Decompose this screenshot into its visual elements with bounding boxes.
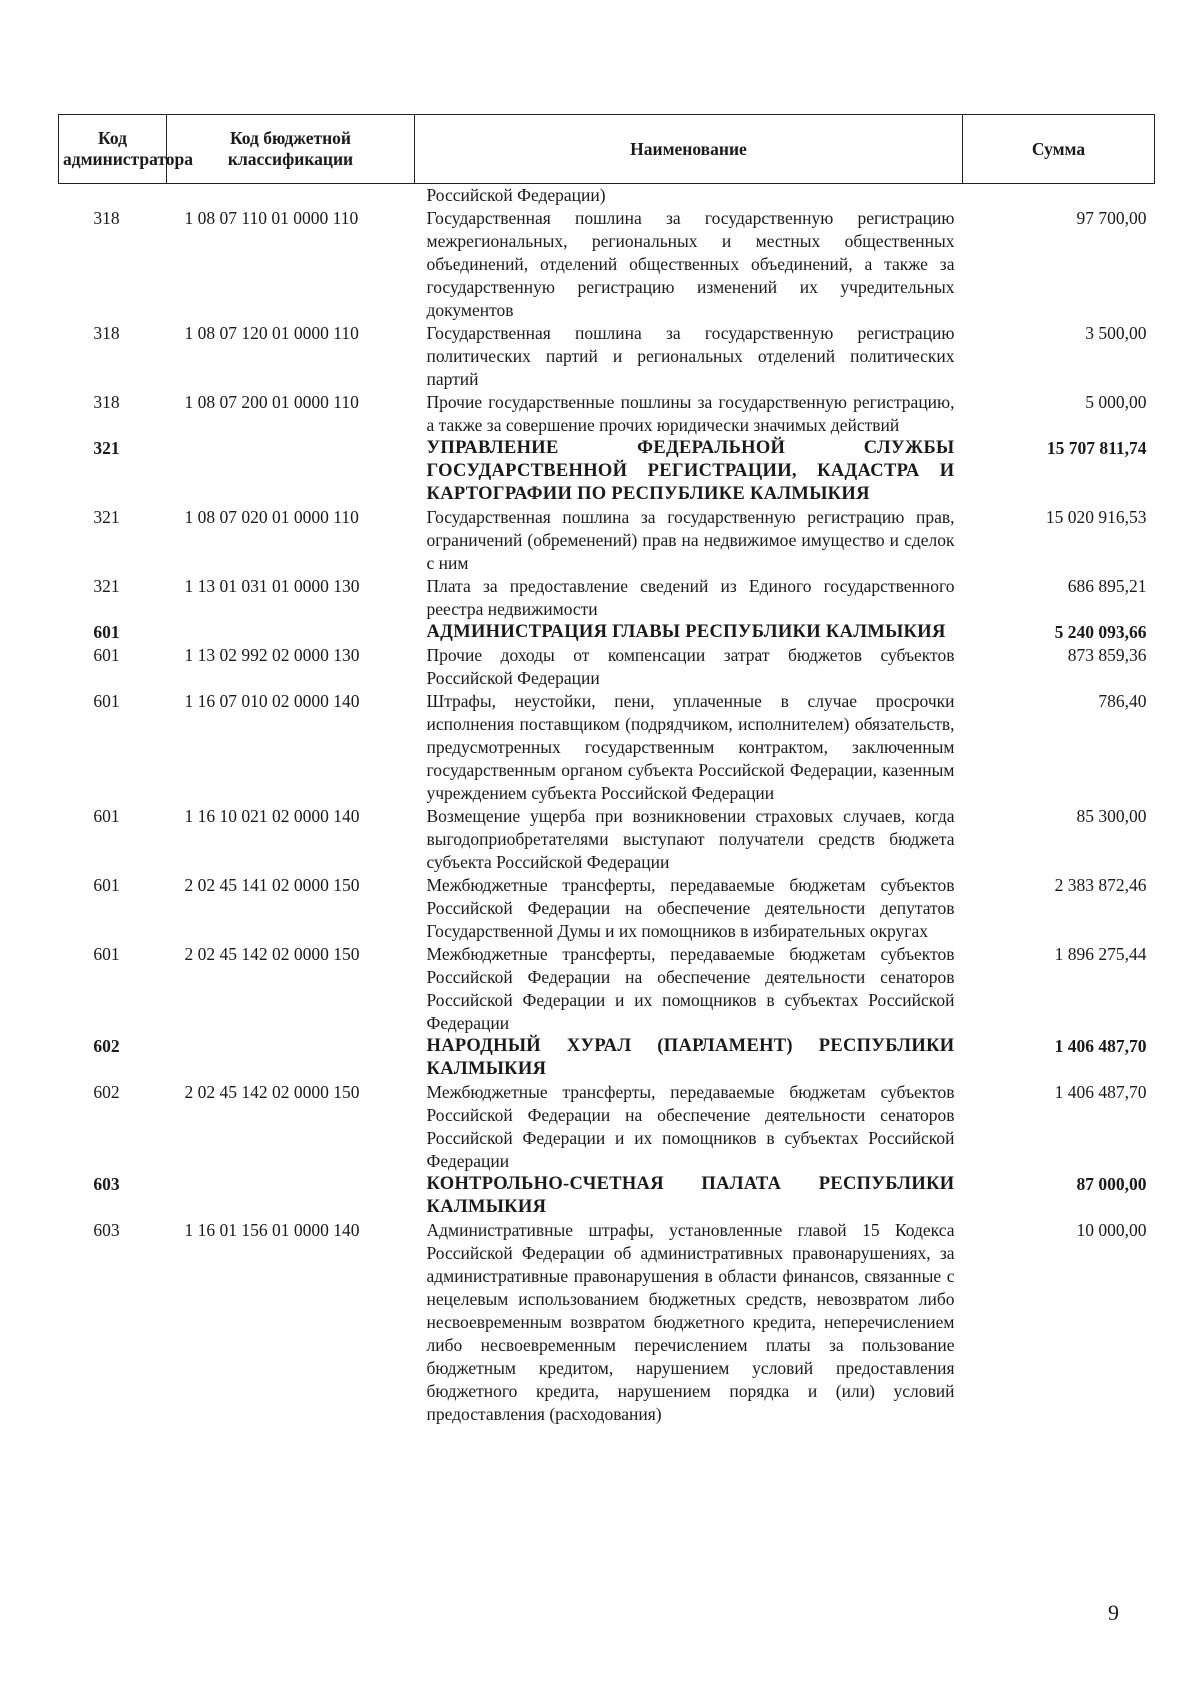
cell-admin-code: 601 — [93, 944, 120, 964]
cell-budget-code: 1 13 02 992 02 0000 130 — [184, 645, 360, 665]
group-row — [59, 1035, 1155, 1081]
cell-sum: 1 896 275,44 — [1054, 944, 1147, 964]
cell-admin-code: 601 — [93, 645, 120, 665]
cell-admin-code: 318 — [93, 208, 120, 228]
cell-sum: 1 406 487,70 — [1054, 1082, 1147, 1102]
cell-sum: 686 895,21 — [1067, 576, 1147, 596]
cell-name: Межбюджетные трансферты, передаваемые бюджетам субъектов Российской Федерации на обеспечение деятельности депутатов Государственной Думы и их помощников в избирательных округах — [426, 875, 955, 941]
cell-sum: 15 020 916,53 — [1045, 507, 1147, 527]
cell-budget-code: 2 02 45 142 02 0000 150 — [184, 1082, 360, 1102]
cell-budget-code: 1 08 07 200 01 0000 110 — [184, 392, 359, 412]
cell-admin-code: 601 — [93, 622, 120, 642]
cell-budget-code: 1 08 07 020 01 0000 110 — [184, 507, 359, 527]
cell-name: АДМИНИСТРАЦИЯ ГЛАВЫ РЕСПУБЛИКИ КАЛМЫКИЯ — [426, 622, 946, 642]
table-row — [59, 644, 1155, 690]
table-header — [59, 115, 1155, 184]
cell-admin-code: 321 — [93, 438, 120, 458]
cell-name: Возмещение ущерба при возникновении страховых случаев, когда выгодоприобретателями выступают получатели средств бюджета субъекта Российской Федерации — [426, 806, 955, 872]
table-row — [59, 874, 1155, 943]
cell-budget-code: 2 02 45 142 02 0000 150 — [184, 944, 360, 964]
cell-budget-code: 1 16 10 021 02 0000 140 — [184, 806, 360, 826]
cell-budget-code — [167, 437, 415, 506]
cell-name: КОНТРОЛЬНО-СЧЕТНАЯ ПАЛАТА РЕСПУБЛИКИ КАЛМЫКИЯ — [426, 1174, 955, 1217]
cell-sum: 5 240 093,66 — [1054, 622, 1147, 642]
cell-admin-code: 601 — [93, 806, 120, 826]
cell-sum: 2 383 872,46 — [1054, 875, 1147, 895]
cell-admin-code: 321 — [93, 576, 120, 596]
cell-name: Административные штрафы, установленные главой 15 Кодекса Российской Федерации об административных правонарушениях, за административные правонарушения в области финансов, связанные с нецелевым использованием бюджетных средств, невозвратом либо несвоевременным возвратом бюджетного кредита, неперечислением либо несвоевременным перечислением платы за пользование бюджетным кредитом, нарушением условий предоставления бюджетного кредита, нарушением порядка и (или) условий предоставления (расходования) — [426, 1220, 955, 1424]
cell-budget-code: 1 08 07 120 01 0000 110 — [184, 323, 359, 343]
cell-name: Межбюджетные трансферты, передаваемые бюджетам субъектов Российской Федерации на обеспечение деятельности сенаторов Российской Федерации и их помощников в субъектах Российской Федерации — [426, 1082, 955, 1171]
document-page — [58, 114, 1154, 1426]
cell-name: Межбюджетные трансферты, передаваемые бюджетам субъектов Российской Федерации на обеспечение деятельности сенаторов Российской Федерации и их помощников в субъектах Российской Федерации — [426, 944, 955, 1033]
cell-name: Государственная пошлина за государственную регистрацию прав, ограничений (обременений) прав на недвижимое имущество и сделок с ним — [426, 507, 955, 573]
group-row — [59, 1173, 1155, 1219]
table-row — [59, 1219, 1155, 1426]
cell-budget-code — [167, 184, 415, 208]
cell-name: Государственная пошлина за государственную регистрацию межрегиональных, региональных и местных общественных объединений, отделений общественных объединений, а также за государственную регистрацию изменений их учредительных документов — [426, 208, 955, 320]
header-sum: Сумма — [963, 115, 1155, 184]
table-row — [59, 322, 1155, 391]
group-row — [59, 437, 1155, 506]
cell-budget-code: 1 13 01 031 01 0000 130 — [184, 576, 360, 596]
cell-sum: 15 707 811,74 — [1046, 438, 1147, 458]
cell-admin-code: 603 — [93, 1174, 120, 1194]
cell-sum: 87 000,00 — [1076, 1174, 1147, 1194]
cell-admin-code: 601 — [93, 875, 120, 895]
cell-sum: 5 000,00 — [1085, 392, 1147, 412]
cell-admin-code: 602 — [93, 1036, 120, 1056]
cell-budget-code: 1 08 07 110 01 0000 110 — [184, 208, 359, 228]
page-number: 9 — [1108, 1600, 1119, 1625]
table-row — [59, 1081, 1155, 1173]
cell-sum: 3 500,00 — [1085, 323, 1147, 343]
cell-admin-code: 318 — [93, 323, 120, 343]
cell-admin-code — [59, 184, 167, 208]
cell-sum: 10 000,00 — [1076, 1220, 1147, 1240]
header-budget-code: Код бюджетной классификации — [167, 115, 415, 184]
cell-sum — [963, 184, 1155, 208]
cell-name: Плата за предоставление сведений из Единого государственного реестра недвижимости — [426, 576, 955, 619]
cell-admin-code: 318 — [93, 392, 120, 412]
cell-sum: 1 406 487,70 — [1054, 1036, 1147, 1056]
table-row — [59, 391, 1155, 437]
table-body — [59, 184, 1155, 1427]
cell-sum: 97 700,00 — [1076, 208, 1147, 228]
table-row — [59, 184, 1155, 208]
cell-name: УПРАВЛЕНИЕ ФЕДЕРАЛЬНОЙ СЛУЖБЫ ГОСУДАРСТВЕННОЙ РЕГИСТРАЦИИ, КАДАСТРА И КАРТОГРАФИИ ПО РЕСПУБЛИКЕ КАЛМЫКИЯ — [426, 438, 955, 504]
revenue-table — [58, 114, 1155, 1426]
table-row — [59, 207, 1155, 322]
cell-admin-code: 603 — [93, 1220, 120, 1240]
cell-name: Российской Федерации) — [426, 185, 606, 205]
group-row — [59, 621, 1155, 644]
cell-sum: 873 859,36 — [1067, 645, 1147, 665]
header-admin-code: Код администратора — [59, 115, 167, 184]
table-row — [59, 690, 1155, 805]
cell-budget-code: 1 16 07 010 02 0000 140 — [184, 691, 360, 711]
cell-name: НАРОДНЫЙ ХУРАЛ (ПАРЛАМЕНТ) РЕСПУБЛИКИ КАЛМЫКИЯ — [426, 1036, 955, 1079]
cell-admin-code: 602 — [93, 1082, 120, 1102]
table-row — [59, 943, 1155, 1035]
cell-name: Государственная пошлина за государственную регистрацию политических партий и региональных отделений политических партий — [426, 323, 955, 389]
table-row — [59, 805, 1155, 874]
cell-admin-code: 601 — [93, 691, 120, 711]
header-name: Наименование — [415, 115, 963, 184]
cell-sum: 786,40 — [1098, 691, 1147, 711]
table-row — [59, 506, 1155, 575]
cell-name: Прочие государственные пошлины за государственную регистрацию, а также за совершение прочих юридически значимых действий — [426, 392, 955, 435]
cell-budget-code — [167, 1035, 415, 1081]
cell-budget-code — [167, 1173, 415, 1219]
cell-sum: 85 300,00 — [1076, 806, 1147, 826]
cell-budget-code — [167, 621, 415, 644]
cell-name: Штрафы, неустойки, пени, уплаченные в случае просрочки исполнения поставщиком (подрядчиком, исполнителем) обязательств, предусмотренных государственным контрактом, заключенным государственным органом субъекта Российской Федерации, казенным учреждением субъекта Российской Федерации — [426, 691, 955, 803]
cell-admin-code: 321 — [93, 507, 120, 527]
table-row — [59, 575, 1155, 621]
cell-name: Прочие доходы от компенсации затрат бюджетов субъектов Российской Федерации — [426, 645, 955, 688]
cell-budget-code: 2 02 45 141 02 0000 150 — [184, 875, 360, 895]
cell-budget-code: 1 16 01 156 01 0000 140 — [184, 1220, 360, 1240]
